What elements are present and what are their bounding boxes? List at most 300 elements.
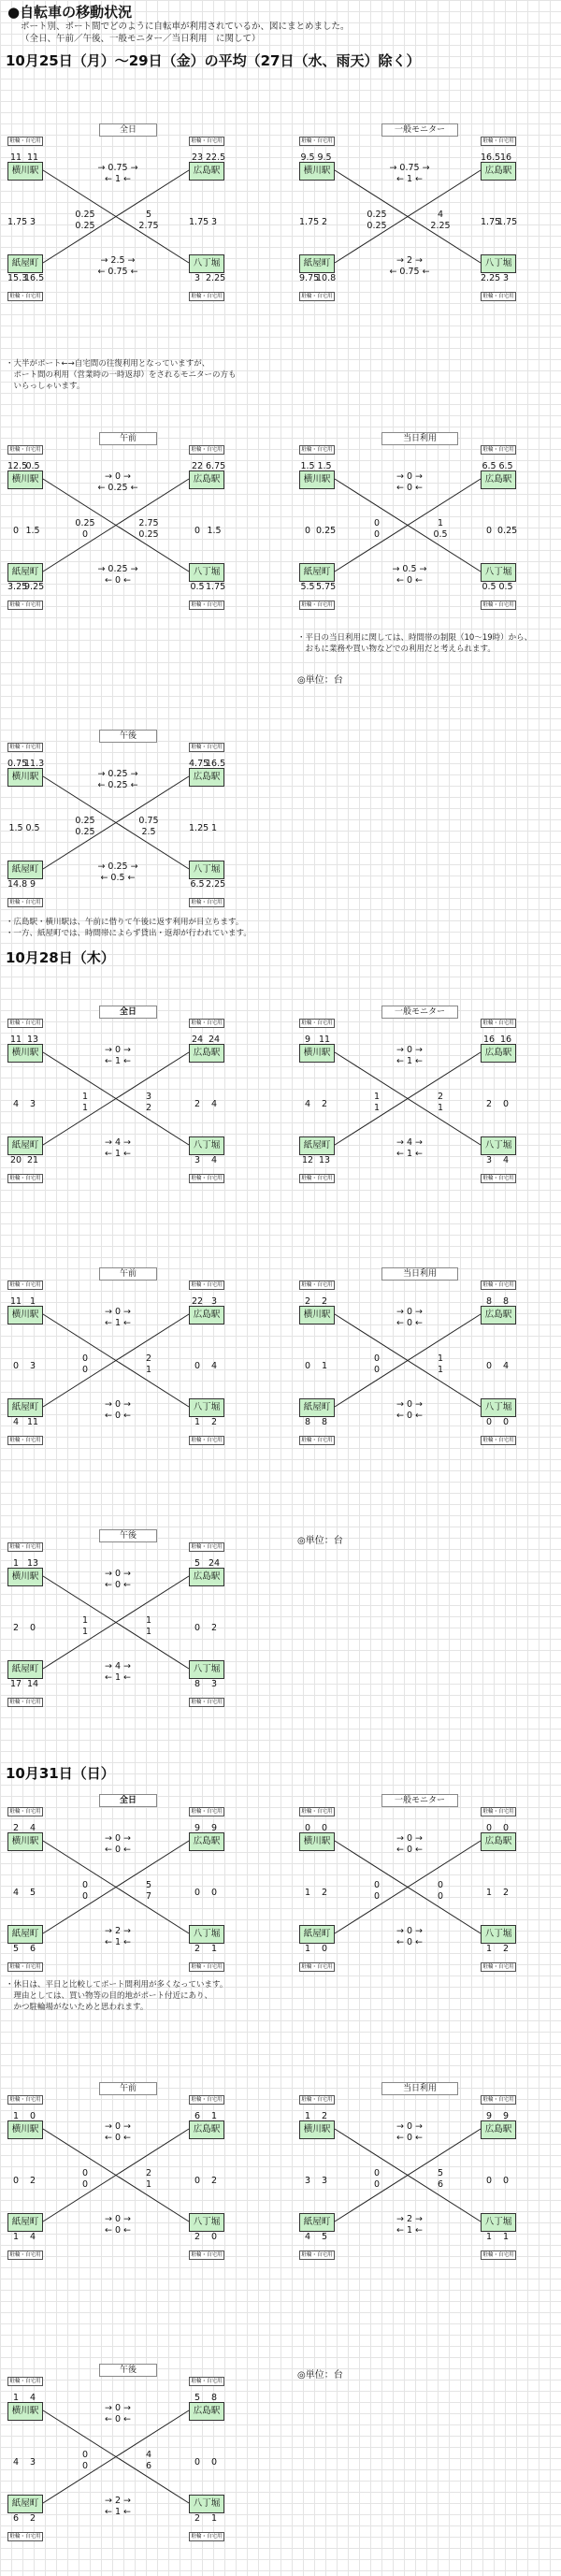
parking-tag: 駐輪・自宅用 — [481, 1436, 516, 1445]
station-tr: 広島駅 — [481, 1306, 516, 1324]
flow-value: 8 — [485, 1296, 493, 1307]
flow-value: 2 — [210, 2176, 218, 2186]
flow-value: 1.75 — [481, 217, 501, 227]
station-br: 八丁堀 — [481, 563, 516, 582]
flow-value: 1 — [373, 1092, 381, 1102]
flow-value: 0 — [373, 1891, 381, 1902]
flow-value: ← 1 ← — [104, 1056, 131, 1066]
flow-value: 0.25 — [75, 518, 95, 528]
station-tr: 広島駅 — [189, 2402, 224, 2421]
station-tr: 広島駅 — [189, 1306, 224, 1324]
flow-value: 0.75 — [138, 816, 159, 826]
flow-value: 0 — [502, 2176, 510, 2186]
station-tl: 横川駅 — [7, 2402, 43, 2421]
flow-value: 5.5 — [300, 582, 315, 592]
flow-value: 0 — [81, 529, 89, 540]
flow-value: 1.75 — [7, 217, 28, 227]
flow-value: 1 — [485, 1888, 493, 1898]
flow-value: 9.75 — [299, 273, 320, 283]
parking-tag: 駐輪・自宅用 — [299, 601, 335, 610]
station-tr: 広島駅 — [481, 470, 516, 489]
flow-value: 8 — [321, 1417, 328, 1427]
flow-value: 0 — [502, 1417, 510, 1427]
station-tl: 横川駅 — [299, 2120, 335, 2139]
station-bl: 紙屋町 — [299, 254, 335, 273]
flow-value: 2 — [321, 1099, 328, 1109]
station-tr: 広島駅 — [189, 1568, 224, 1586]
flow-value: 9 — [485, 2111, 493, 2121]
flow-value: 16 — [482, 1035, 496, 1045]
flow-value: 1.5 — [317, 461, 332, 471]
flow-value: 22 — [191, 461, 204, 471]
station-br: 八丁堀 — [189, 1925, 224, 1944]
station-bl: 紙屋町 — [299, 2213, 335, 2232]
flow-value: 14.8 — [7, 879, 28, 890]
flow-value: 5 — [437, 2168, 444, 2178]
flow-value: 6.5 — [190, 879, 205, 890]
intro-line-2: （全日、午前／午後、一般モニター／当日利用 に関して） — [21, 34, 261, 44]
flow-value: 0.75 — [7, 759, 28, 769]
flow-value: 0 — [437, 1880, 444, 1890]
flow-value: 1 — [81, 1615, 89, 1626]
note-line: ・休日は、平日と比較してポート間利用が多くなっています。 — [6, 1980, 228, 1990]
flow-value: ← 1 ← — [104, 1149, 131, 1159]
flow-value: 6.75 — [206, 461, 226, 471]
flow-value: 16 — [499, 152, 512, 163]
parking-tag: 駐輪・自宅用 — [7, 445, 43, 455]
diagram-title: 一般モニター — [381, 123, 458, 137]
section-title-oct-28: 10月28日（木） — [6, 949, 115, 966]
flow-value: 0 — [81, 2168, 89, 2178]
flow-value: → 0 → — [104, 2403, 131, 2413]
parking-tag: 駐輪・自宅用 — [7, 292, 43, 301]
flow-value: ← 0 ← — [104, 2414, 131, 2424]
flow-diagram — [6, 2082, 239, 2265]
station-tr: 広島駅 — [189, 162, 224, 181]
flow-value: 1 — [437, 1365, 444, 1375]
flow-value: 13 — [26, 1558, 39, 1569]
flow-value: 1 — [321, 1361, 328, 1371]
parking-tag: 駐輪・自宅用 — [7, 2250, 43, 2260]
flow-diagram — [297, 1006, 531, 1189]
flow-value: 2 — [145, 1353, 152, 1364]
flow-value: 9 — [210, 1823, 218, 1833]
flow-value: 2.75 — [138, 518, 159, 528]
flow-value: 1 — [12, 1558, 20, 1569]
flow-diagram — [297, 123, 531, 307]
flow-value: 6 — [194, 2111, 201, 2121]
parking-tag: 駐輪・自宅用 — [189, 1698, 224, 1707]
flow-value: ← 0 ← — [396, 1411, 423, 1421]
flow-value: → 0 → — [104, 2214, 131, 2224]
flow-value: 2 — [12, 1823, 20, 1833]
flow-value: ← 0.25 ← — [97, 780, 138, 790]
flow-value: ← 1 ← — [396, 2225, 423, 2236]
parking-tag: 駐輪・自宅用 — [299, 292, 335, 301]
flow-diagram — [6, 1006, 239, 1189]
flow-value: 2 — [29, 2513, 36, 2524]
flow-value: 22.5 — [206, 152, 226, 163]
flow-value: ← 0 ← — [396, 2133, 423, 2143]
flow-value: 0.5 — [482, 582, 496, 592]
parking-tag: 駐輪・自宅用 — [299, 2250, 335, 2260]
station-bl: 紙屋町 — [299, 563, 335, 582]
flow-value: 2 — [210, 1417, 218, 1427]
parking-tag: 駐輪・自宅用 — [189, 601, 224, 610]
station-br: 八丁堀 — [481, 1136, 516, 1155]
station-bl: 紙屋町 — [7, 254, 43, 273]
flow-value: 0 — [373, 529, 381, 540]
flow-value: 12 — [301, 1155, 314, 1165]
station-bl: 紙屋町 — [7, 1660, 43, 1679]
flow-value: 2 — [194, 2513, 201, 2524]
flow-value: → 0 → — [104, 471, 131, 482]
flow-value: 0 — [304, 1823, 311, 1833]
flow-value: 0.25 — [497, 526, 518, 536]
flow-value: 0.25 — [367, 210, 387, 220]
station-bl: 紙屋町 — [7, 2495, 43, 2513]
flow-value: 0 — [485, 1417, 493, 1427]
flow-value: 1.75 — [497, 217, 518, 227]
flow-value: 3 — [485, 1155, 493, 1165]
station-tr: 広島駅 — [189, 2120, 224, 2139]
flow-value: 11 — [9, 1035, 22, 1045]
diagram-title: 当日利用 — [381, 432, 458, 445]
flow-value: → 0 → — [396, 1399, 423, 1410]
parking-tag: 駐輪・自宅用 — [481, 137, 516, 146]
parking-tag: 駐輪・自宅用 — [189, 1436, 224, 1445]
flow-value: ← 1 ← — [104, 1318, 131, 1328]
parking-tag: 駐輪・自宅用 — [7, 1436, 43, 1445]
station-bl: 紙屋町 — [299, 1398, 335, 1417]
flow-value: 2 — [437, 1092, 444, 1102]
parking-tag: 駐輪・自宅用 — [481, 1174, 516, 1183]
flow-value: 1 — [194, 1417, 201, 1427]
flow-value: → 2 → — [396, 255, 423, 266]
flow-value: 0 — [321, 1823, 328, 1833]
diagram-title: 当日利用 — [381, 2082, 458, 2095]
flow-value: ← 1 ← — [396, 1056, 423, 1066]
intro-line-1: ポート別、ポート間でどのように自転車が利用されているか、図にまとめました。 — [21, 22, 350, 32]
flow-value: 2 — [29, 2176, 36, 2186]
flow-value: 0 — [373, 2168, 381, 2178]
flow-value: 2 — [321, 1296, 328, 1307]
flow-value: → 0.5 → — [392, 564, 427, 574]
flow-value: 3 — [194, 273, 201, 283]
flow-value: → 2 → — [396, 2214, 423, 2224]
flow-value: → 0 → — [104, 2121, 131, 2132]
flow-value: 2 — [485, 1099, 493, 1109]
parking-tag: 駐輪・自宅用 — [481, 1962, 516, 1972]
flow-value: 0.5 — [190, 582, 205, 592]
flow-value: 5 — [145, 1880, 152, 1890]
flow-value: 0 — [210, 1888, 218, 1898]
station-bl: 紙屋町 — [7, 861, 43, 879]
flow-value: 11 — [26, 1417, 39, 1427]
flow-value: 8 — [502, 1296, 510, 1307]
parking-tag: 駐輪・自宅用 — [189, 2095, 224, 2105]
station-bl: 紙屋町 — [7, 1398, 43, 1417]
note-line: ・平日の当日利用に関しては、時間帯の制限（10～19時）から、 — [297, 633, 533, 643]
flow-value: 0.25 — [75, 816, 95, 826]
station-bl: 紙屋町 — [7, 563, 43, 582]
flow-value: 10.8 — [316, 273, 337, 283]
flow-value: ← 1 ← — [396, 1149, 423, 1159]
flow-value: 1.5 — [8, 823, 23, 833]
flow-value: 6 — [12, 2513, 20, 2524]
flow-value: 0 — [81, 1353, 89, 1364]
flow-value: 7 — [145, 1891, 152, 1902]
flow-value: 2.75 — [138, 221, 159, 231]
parking-tag: 駐輪・自宅用 — [7, 1174, 43, 1183]
flow-value: ← 0 ← — [104, 1580, 131, 1590]
station-br: 八丁堀 — [189, 563, 224, 582]
station-br: 八丁堀 — [481, 1925, 516, 1944]
flow-value: 4 — [304, 1099, 311, 1109]
flow-value: 4 — [29, 2232, 36, 2242]
note-line: ・大半がポート←→自宅間の往復利用となっていますが、 — [6, 359, 210, 369]
flow-value: 0 — [437, 1891, 444, 1902]
flow-value: → 0 → — [104, 1833, 131, 1844]
flow-value: ← 1 ← — [104, 174, 131, 184]
parking-tag: 駐輪・自宅用 — [481, 601, 516, 610]
flow-value: 1 — [81, 1092, 89, 1102]
parking-tag: 駐輪・自宅用 — [7, 1542, 43, 1552]
flow-value: 2 — [194, 2232, 201, 2242]
flow-value: 9 — [29, 879, 36, 890]
flow-value: 0 — [304, 526, 311, 536]
parking-tag: 駐輪・自宅用 — [189, 1807, 224, 1816]
flow-value: 0 — [373, 1365, 381, 1375]
flow-value: 24 — [208, 1558, 221, 1569]
flow-value: 3 — [145, 1092, 152, 1102]
flow-value: 3 — [210, 1296, 218, 1307]
flow-value: 3 — [210, 1679, 218, 1689]
flow-value: 1 — [210, 2513, 218, 2524]
flow-value: 1 — [81, 1627, 89, 1637]
parking-tag: 駐輪・自宅用 — [299, 1807, 335, 1816]
parking-tag: 駐輪・自宅用 — [7, 898, 43, 907]
flow-value: 3 — [321, 2176, 328, 2186]
flow-diagram — [6, 123, 239, 307]
parking-tag: 駐輪・自宅用 — [189, 445, 224, 455]
flow-value: 0 — [194, 1623, 201, 1633]
flow-value: 2 — [145, 1103, 152, 1113]
flow-value: 1 — [81, 1103, 89, 1113]
station-tl: 横川駅 — [7, 1044, 43, 1063]
flow-value: 1 — [12, 2393, 20, 2403]
station-tr: 広島駅 — [481, 2120, 516, 2139]
flow-value: 1 — [210, 823, 218, 833]
diagram-title: 当日利用 — [381, 1267, 458, 1281]
flow-value: ← 1 ← — [104, 1672, 131, 1683]
flow-value: ← 0 ← — [396, 1318, 423, 1328]
parking-tag: 駐輪・自宅用 — [7, 1807, 43, 1816]
flow-value: 13 — [26, 1035, 39, 1045]
section-title-oct-31: 10月31日（日） — [6, 1765, 115, 1782]
flow-value: 16.5 — [206, 759, 226, 769]
flow-value: 0 — [210, 2232, 218, 2242]
diagram-title: 午前 — [99, 1267, 157, 1281]
flow-value: 2 — [502, 1888, 510, 1898]
station-tr: 広島駅 — [189, 1044, 224, 1063]
flow-value: 2.25 — [206, 273, 226, 283]
station-tr: 広島駅 — [481, 162, 516, 181]
station-bl: 紙屋町 — [7, 1925, 43, 1944]
parking-tag: 駐輪・自宅用 — [299, 137, 335, 146]
flow-value: → 0.75 → — [97, 163, 138, 173]
flow-value: ← 0.75 ← — [97, 267, 138, 277]
flow-value: 2 — [194, 1944, 201, 1954]
flow-value: 0 — [81, 1880, 89, 1890]
flow-value: 0.25 — [75, 221, 95, 231]
flow-diagram — [297, 1267, 531, 1451]
parking-tag: 駐輪・自宅用 — [299, 445, 335, 455]
station-tl: 横川駅 — [299, 1044, 335, 1063]
flow-value: 22 — [191, 1296, 204, 1307]
flow-value: 0 — [485, 526, 493, 536]
flow-value: 6 — [29, 1944, 36, 1954]
diagram-title: 全日 — [99, 1794, 157, 1807]
flow-diagram — [6, 1267, 239, 1451]
flow-value: ← 0 ← — [104, 1845, 131, 1855]
flow-value: 0.25 — [75, 827, 95, 837]
flow-value: 9.5 — [317, 152, 332, 163]
flow-value: 3 — [210, 217, 218, 227]
flow-value: 4 — [145, 2450, 152, 2460]
parking-tag: 駐輪・自宅用 — [189, 1542, 224, 1552]
flow-value: 4 — [29, 1823, 36, 1833]
flow-diagram — [6, 432, 239, 615]
flow-value: 0.25 — [316, 526, 337, 536]
flow-value: → 0 → — [104, 1399, 131, 1410]
parking-tag: 駐輪・自宅用 — [7, 601, 43, 610]
parking-tag: 駐輪・自宅用 — [481, 1807, 516, 1816]
parking-tag: 駐輪・自宅用 — [189, 2250, 224, 2260]
note-line: 理由としては、買い物等の目的地がポート付近にあり、 — [6, 1991, 213, 2001]
parking-tag: 駐輪・自宅用 — [299, 2095, 335, 2105]
station-tl: 横川駅 — [299, 1306, 335, 1324]
flow-value: ← 1 ← — [104, 2507, 131, 2517]
station-bl: 紙屋町 — [299, 1925, 335, 1944]
note-line: ポート間の利用（営業時の一時返却）をされるモニターの方も — [6, 370, 237, 380]
flow-value: ← 0 ← — [104, 1411, 131, 1421]
flow-value: 3 — [29, 217, 36, 227]
flow-value: 4 — [12, 2457, 20, 2467]
parking-tag: 駐輪・自宅用 — [299, 1962, 335, 1972]
flow-value: 3 — [502, 273, 510, 283]
parking-tag: 駐輪・自宅用 — [7, 743, 43, 752]
flow-value: 4 — [502, 1155, 510, 1165]
flow-value: 5 — [194, 2393, 201, 2403]
flow-value: 1 — [29, 1296, 36, 1307]
station-br: 八丁堀 — [189, 2495, 224, 2513]
station-tl: 横川駅 — [7, 1306, 43, 1324]
flow-value: 0 — [81, 2179, 89, 2190]
flow-value: 5 — [321, 2232, 328, 2242]
flow-value: 4 — [12, 1099, 20, 1109]
parking-tag: 駐輪・自宅用 — [7, 1962, 43, 1972]
flow-value: 4 — [437, 210, 444, 220]
station-bl: 紙屋町 — [299, 1136, 335, 1155]
parking-tag: 駐輪・自宅用 — [7, 2377, 43, 2386]
station-br: 八丁堀 — [481, 254, 516, 273]
flow-value: 1 — [145, 2179, 152, 2190]
flow-value: → 0 → — [396, 471, 423, 482]
flow-value: ← 0 ← — [396, 483, 423, 493]
flow-value: 11.3 — [24, 759, 45, 769]
flow-value: 5 — [29, 1888, 36, 1898]
flow-value: 0 — [194, 526, 201, 536]
flow-value: 1 — [304, 2111, 311, 2121]
parking-tag: 駐輪・自宅用 — [7, 1281, 43, 1290]
parking-tag: 駐輪・自宅用 — [189, 1174, 224, 1183]
station-tl: 横川駅 — [7, 2120, 43, 2139]
flow-value: 1 — [145, 1365, 152, 1375]
note-line: いらっしゃいます。 — [6, 382, 85, 391]
flow-value: → 4 → — [396, 1137, 423, 1148]
flow-value: 0.25 — [138, 529, 159, 540]
flow-value: ← 0 ← — [396, 1937, 423, 1947]
station-br: 八丁堀 — [189, 2213, 224, 2232]
station-tl: 横川駅 — [7, 162, 43, 181]
station-br: 八丁堀 — [189, 1398, 224, 1417]
station-tl: 横川駅 — [7, 768, 43, 787]
flow-value: 4 — [12, 1888, 20, 1898]
parking-tag: 駐輪・自宅用 — [481, 2095, 516, 2105]
flow-diagram — [6, 2364, 239, 2547]
flow-value: 3 — [29, 2457, 36, 2467]
flow-value: 0 — [81, 2450, 89, 2460]
flow-value: 6 — [437, 2179, 444, 2190]
flow-value: 4 — [304, 2232, 311, 2242]
parking-tag: 駐輪・自宅用 — [7, 137, 43, 146]
flow-value: 6.5 — [482, 461, 496, 471]
flow-value: 0 — [485, 1361, 493, 1371]
station-tl: 横川駅 — [7, 470, 43, 489]
parking-tag: 駐輪・自宅用 — [189, 743, 224, 752]
flow-value: 0 — [502, 1823, 510, 1833]
flow-value: 24 — [191, 1035, 204, 1045]
note-holiday — [6, 1979, 227, 2013]
station-tr: 広島駅 — [189, 470, 224, 489]
station-br: 八丁堀 — [189, 861, 224, 879]
flow-value: 24 — [208, 1035, 221, 1045]
flow-value: ← 0.5 ← — [100, 873, 136, 883]
flow-value: 15.3 — [7, 273, 28, 283]
flow-value: 1.75 — [206, 582, 226, 592]
note-line: ・一方、紙屋町では、時間帯によらず貸出・返却が行われています。 — [6, 929, 252, 938]
flow-value: 0 — [210, 2457, 218, 2467]
flow-value: 1 — [502, 2232, 510, 2242]
parking-tag: 駐輪・自宅用 — [189, 2377, 224, 2386]
parking-tag: 駐輪・自宅用 — [189, 898, 224, 907]
flow-value: 1 — [485, 1944, 493, 1954]
parking-tag: 駐輪・自宅用 — [189, 2532, 224, 2541]
diagram-title: 午前 — [99, 2082, 157, 2095]
note-weekday-commute — [6, 358, 237, 392]
flow-value: ← 0 ← — [104, 2225, 131, 2236]
flow-value: 0 — [194, 2457, 201, 2467]
flow-value: 2.5 — [141, 827, 156, 837]
flow-value: 4 — [210, 1361, 218, 1371]
flow-value: 0 — [81, 1891, 89, 1902]
station-tl: 横川駅 — [7, 1568, 43, 1586]
flow-value: ← 0 ← — [396, 575, 423, 586]
flow-value: 0 — [81, 1365, 89, 1375]
diagram-title: 午前 — [99, 432, 157, 445]
flow-value: 1 — [437, 518, 444, 528]
